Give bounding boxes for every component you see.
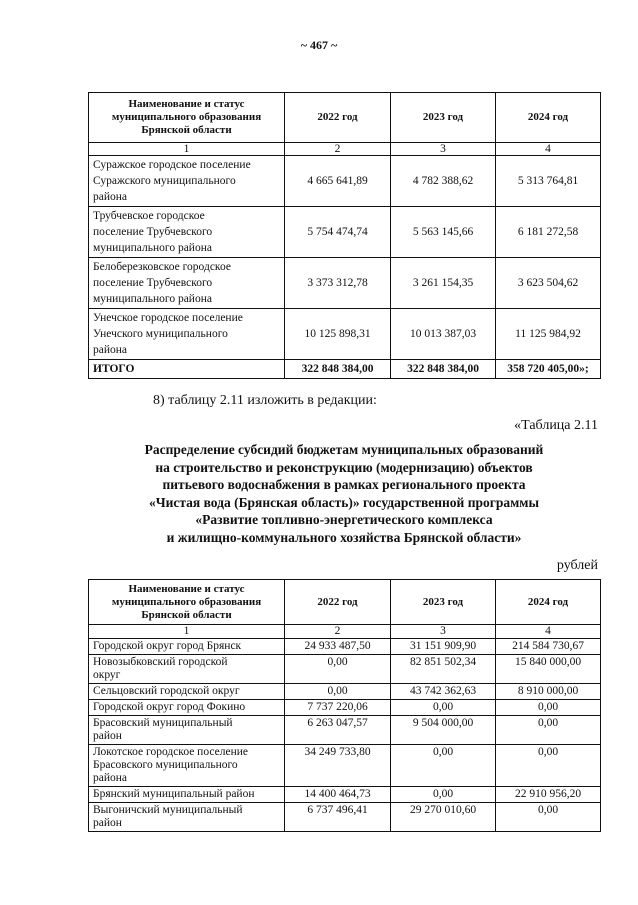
amount-2023: 5 563 145,66 — [391, 207, 496, 258]
column-index: 3 — [391, 625, 496, 639]
municipality-name: Белоберезковское городское поселение Трубчевского муниципального района — [89, 258, 285, 309]
page-number: ~ 467 ~ — [300, 38, 338, 52]
table-row — [89, 700, 601, 716]
table-row — [89, 684, 601, 700]
column-index: 1 — [89, 143, 285, 156]
table-header-row — [89, 580, 601, 625]
table-title: Распределение субсидий бюджетам муниципальных образований на строительство и реконструкцию (модернизацию) объектов питьевого водоснабжения в рамках регионального проекта «Чистая вода (Брянская область)» государственной программы «Развитие топливно-энергетического комплекса и жилищно-коммунального хозяйства Брянской области» — [144, 442, 544, 545]
amount-2024: 8 910 000,00 — [496, 684, 601, 700]
header-2022: 2022 год — [285, 580, 391, 625]
amount-2022: 7 737 220,06 — [285, 700, 391, 716]
column-index-row — [89, 625, 601, 639]
amount-2022: 6 737 496,41 — [285, 803, 391, 832]
amount-2024: 11 125 984,92 — [496, 309, 601, 360]
amount-2024: 214 584 730,67 — [496, 639, 601, 655]
currency-unit: рублей — [556, 558, 598, 573]
allocation-table-previous — [88, 92, 601, 379]
amount-2022: 0,00 — [285, 655, 391, 684]
header-2022: 2022 год — [285, 93, 391, 143]
header-2023: 2023 год — [391, 580, 496, 625]
amount-2024: 0,00 — [496, 745, 601, 787]
total-2023: 322 848 384,00 — [391, 360, 496, 379]
total-2022: 322 848 384,00 — [285, 360, 391, 379]
municipality-name: Городской округ город Фокино — [89, 700, 285, 716]
amount-2023: 10 013 387,03 — [391, 309, 496, 360]
header-2024: 2024 год — [496, 93, 601, 143]
header-municipality: Наименование и статус муниципального образования Брянской области — [89, 93, 285, 143]
table-caption: «Таблица 2.11 — [514, 418, 598, 433]
table-row — [89, 639, 601, 655]
municipality-name: Суражское городское поселение Суражского муниципального района — [89, 156, 285, 207]
amount-2022: 4 665 641,89 — [285, 156, 391, 207]
amount-2023: 31 151 909,90 — [391, 639, 496, 655]
amount-2024: 6 181 272,58 — [496, 207, 601, 258]
amount-2024: 22 910 956,20 — [496, 787, 601, 803]
table-header-row — [89, 93, 601, 143]
amount-2022: 3 373 312,78 — [285, 258, 391, 309]
column-index: 2 — [285, 625, 391, 639]
amount-2023: 0,00 — [391, 700, 496, 716]
table-row — [89, 258, 601, 309]
column-index: 4 — [496, 143, 601, 156]
total-row — [89, 360, 601, 379]
total-2024: 358 720 405,00»; — [496, 360, 601, 379]
amount-2023: 4 782 388,62 — [391, 156, 496, 207]
amount-2022: 10 125 898,31 — [285, 309, 391, 360]
table-row — [89, 309, 601, 360]
amendment-instruction: 8) таблицу 2.11 изложить в редакции: — [153, 393, 377, 408]
municipality-name: Унечское городское поселение Унечского муниципального района — [89, 309, 285, 360]
amount-2024: 5 313 764,81 — [496, 156, 601, 207]
column-index: 2 — [285, 143, 391, 156]
amount-2022: 34 249 733,80 — [285, 745, 391, 787]
amount-2024: 0,00 — [496, 716, 601, 745]
table-row — [89, 787, 601, 803]
table-row — [89, 745, 601, 787]
table-row — [89, 156, 601, 207]
amount-2023: 29 270 010,60 — [391, 803, 496, 832]
column-index: 1 — [89, 625, 285, 639]
amount-2023: 0,00 — [391, 745, 496, 787]
municipality-name: Брасовский муниципальный район — [89, 716, 285, 745]
amount-2023: 3 261 154,35 — [391, 258, 496, 309]
municipality-name: Городской округ город Брянск — [89, 639, 285, 655]
amount-2022: 0,00 — [285, 684, 391, 700]
table-row — [89, 716, 601, 745]
table-row — [89, 655, 601, 684]
municipality-name: Брянский муниципальный район — [89, 787, 285, 803]
amount-2023: 43 742 362,63 — [391, 684, 496, 700]
allocation-table-2-11 — [88, 579, 601, 832]
amount-2023: 9 504 000,00 — [391, 716, 496, 745]
municipality-name: Сельцовский городской округ — [89, 684, 285, 700]
municipality-name: Выгоничский муниципальный район — [89, 803, 285, 832]
header-municipality: Наименование и статус муниципального образования Брянской области — [89, 580, 285, 625]
table-row — [89, 207, 601, 258]
header-2023: 2023 год — [391, 93, 496, 143]
table-row — [89, 803, 601, 832]
total-label: ИТОГО — [89, 360, 285, 379]
amount-2024: 0,00 — [496, 803, 601, 832]
column-index-row — [89, 143, 601, 156]
municipality-name: Локотское городское поселение Брасовского муниципального района — [89, 745, 285, 787]
amount-2023: 82 851 502,34 — [391, 655, 496, 684]
municipality-name: Новозыбковский городской округ — [89, 655, 285, 684]
column-index: 3 — [391, 143, 496, 156]
municipality-name: Трубчевское городское поселение Трубчевского муниципального района — [89, 207, 285, 258]
amount-2023: 0,00 — [391, 787, 496, 803]
column-index: 4 — [496, 625, 601, 639]
amount-2022: 14 400 464,73 — [285, 787, 391, 803]
amount-2024: 3 623 504,62 — [496, 258, 601, 309]
amount-2022: 5 754 474,74 — [285, 207, 391, 258]
amount-2022: 6 263 047,57 — [285, 716, 391, 745]
amount-2024: 0,00 — [496, 700, 601, 716]
header-2024: 2024 год — [496, 580, 601, 625]
amount-2024: 15 840 000,00 — [496, 655, 601, 684]
amount-2022: 24 933 487,50 — [285, 639, 391, 655]
